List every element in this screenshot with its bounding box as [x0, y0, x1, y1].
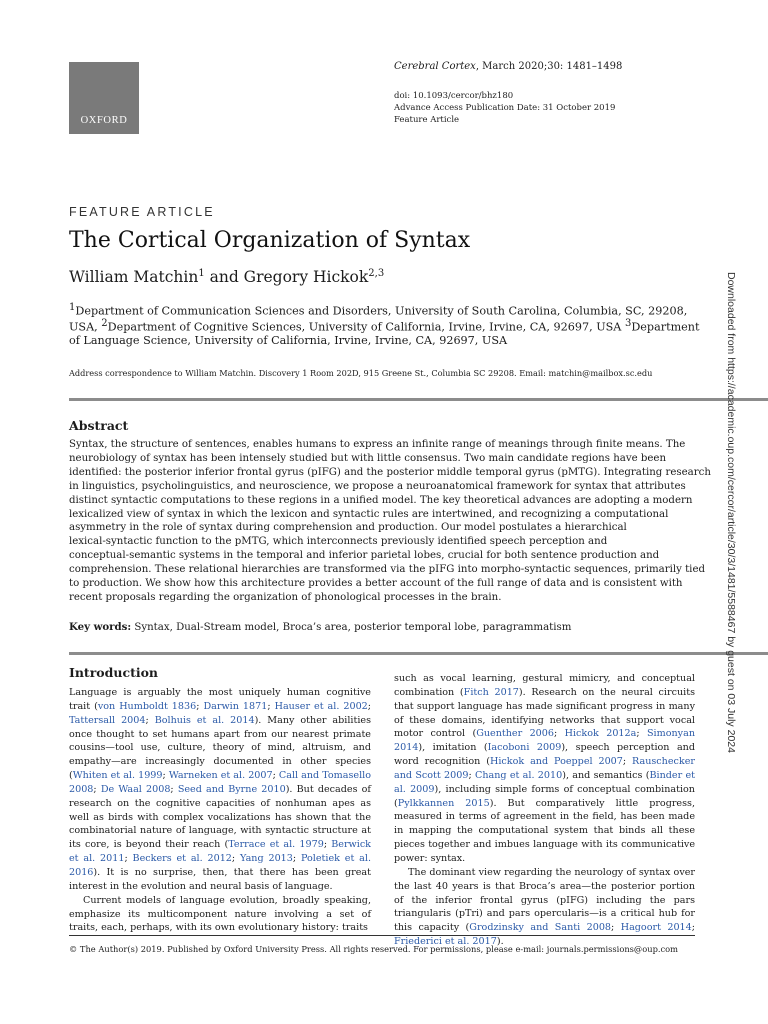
author-name[interactable]: and Gregory Hickok — [204, 268, 369, 287]
abstract-heading: Abstract — [69, 418, 129, 433]
abstract-line: comprehension. These relational hierarchies are transformed via the pIFG into morpho-syntactic sequences, primarily tied — [69, 564, 705, 576]
affiliation-line: of Language Science, University of California, Irvine, Irvine, CA, 92697, USA — [69, 334, 508, 347]
body-text: ; — [292, 853, 301, 865]
affiliation-text: Department of Cognitive Sciences, University of California, Irvine, Irvine, CA, 92697, USA — [107, 320, 625, 334]
body-text: ; — [272, 770, 279, 782]
abstract-line: Syntax, the structure of sentences, enables humans to express an infinite range of meanings through finite means. The — [69, 439, 686, 450]
keywords-text: Syntax, Dual-Stream model, Broca’s area, posterior temporal lobe, paragrammatism — [131, 622, 572, 633]
body-text: such as vocal learning, gestural mimicry, and conceptual combination ( — [394, 673, 695, 698]
publisher-logo — [69, 62, 139, 134]
citation-link[interactable]: Fitch 2017 — [463, 686, 519, 698]
author-name[interactable]: William Matchin — [69, 268, 199, 287]
abstract-line: conceptual-semantic systems in the temporal and inferior parietal lobes, crucial for both sentence production and — [69, 550, 660, 562]
body-text: ; — [691, 922, 695, 934]
article-kicker: FEATURE ARTICLE — [69, 205, 215, 219]
body-text: ), including simple forms of conceptual combination ( — [394, 783, 695, 809]
citation-link[interactable]: Guenther 2006 — [476, 728, 554, 740]
body-text: ). It is no surprise, then, that there has been great interest in the evolution and neural basis of language. — [69, 866, 371, 892]
body-text: ), imitation ( — [418, 742, 488, 754]
introduction-right-column — [394, 672, 695, 949]
body-text: ; — [622, 756, 633, 768]
journal-citation — [394, 61, 622, 72]
affiliation-text: Department — [631, 320, 700, 334]
body-text: ; — [93, 783, 101, 795]
citation-link[interactable]: Beckers et al. 2012 — [132, 853, 232, 865]
paragraph — [69, 686, 371, 894]
citation-link[interactable]: Darwin 1871 — [203, 700, 268, 712]
affiliation-marker: 2 — [101, 318, 108, 329]
citation-link[interactable]: Hauser et al. 2002 — [274, 700, 368, 712]
article-title: The Cortical Organization of Syntax — [69, 228, 471, 253]
keywords-label: Key words: — [69, 621, 132, 633]
citation-link[interactable]: Hickok and Poeppel 2007 — [489, 756, 623, 768]
citation-link[interactable]: Whiten et al. 1999 — [72, 770, 163, 782]
body-text: ; — [468, 769, 475, 781]
citation-link[interactable]: Simonyan 2014 — [394, 728, 695, 754]
body-text: ; — [554, 728, 565, 740]
introduction-heading: Introduction — [69, 665, 159, 680]
abstract-line: asymmetry in the role of syntax during comprehension and production. Our model postulates a hierarchical — [69, 522, 627, 534]
body-text: ; — [162, 770, 169, 782]
citation-link[interactable]: Warneken et al. 2007 — [168, 770, 273, 782]
journal-issue: , March 2020;30: 1481–1498 — [475, 61, 623, 72]
abstract-line: neurobiology of syntax has been intensely studied but with little consensus. Two main candidate regions have been — [69, 452, 667, 464]
body-text: ; — [323, 839, 332, 851]
doi-link[interactable]: doi: 10.1093/cercor/bhz180 — [394, 91, 514, 101]
advance-access-date: Advance Access Publication Date: 31 October 2019 — [394, 103, 616, 113]
copyright-notice: © The Author(s) 2019. Published by Oxford University Press. All rights reserved. For permissions, please e-mail: journals.permissions@oup.com — [69, 944, 679, 954]
citation-link[interactable]: Rauschecker and Scott 2009 — [394, 756, 695, 781]
introduction-left-column — [69, 686, 371, 935]
body-text: ; — [611, 922, 621, 934]
paragraph — [394, 866, 695, 949]
body-text: ). — [496, 936, 504, 948]
article-type: Feature Article — [394, 115, 460, 125]
body-text: ; — [231, 853, 240, 865]
download-watermark — [713, 272, 761, 752]
citation-link[interactable]: Berwick et al. 2011 — [69, 839, 371, 865]
publisher-logo-text: OXFORD — [80, 115, 128, 126]
affiliation-line — [69, 302, 687, 318]
citation-link[interactable]: Friederici et al. 2017 — [394, 936, 497, 948]
affiliation-text: USA, — [69, 320, 102, 334]
body-text: Current models of language evolution, broadly speaking, emphasize its multicomponent nature involving a set of traits, each, perhaps, with its own evolutionary history: traits — [69, 894, 371, 934]
abstract-line: lexicalized view of syntax in which the lexicon and syntactic rules are intertwined, and recognizing a computational — [69, 508, 669, 520]
footer-divider — [69, 935, 695, 936]
body-text: ). But decades of research on the cognitive capacities of nonhuman apes as well as birds with complex vocalizations has shown that the combinatorial nature of language, with syntactic structure at its core, is beyond their reach ( — [69, 783, 371, 851]
body-text: Language is arguably the most uniquely human cognitive trait ( — [69, 687, 371, 712]
affiliation-marker: 1 — [198, 268, 205, 279]
download-watermark-text: Downloaded from https://academic.oup.com/cercor/article/30/3/1481/5588467 by guest on 03 July 2024 — [725, 272, 737, 753]
citation-link[interactable]: von Humboldt 1836 — [97, 700, 197, 712]
abstract-line: in linguistics, psycholinguistics, and neuroscience, we propose a neuroanatomical framework for syntax that attributes — [69, 480, 686, 492]
section-divider — [69, 398, 768, 401]
affiliation-marker: 2,3 — [368, 268, 385, 279]
citation-link[interactable]: Grodzinsky and Santi 2008 — [469, 922, 612, 934]
citation-link[interactable]: Tattersall 2004 — [69, 714, 146, 726]
body-text: The dominant view regarding the neurology of syntax over the last 40 years is that Broca’s area—the posterior portion of the inferior frontal gyrus (pIFG) including the pars triangularis (pTri) and pars opercularis—is a critical hub for this capacity ( — [394, 866, 695, 934]
body-text: ; — [145, 714, 155, 726]
body-text: ; — [170, 783, 178, 795]
body-text: ; — [367, 700, 372, 712]
citation-link[interactable]: Bolhuis et al. 2014 — [154, 714, 255, 726]
abstract-line: lexical-syntactic function to the pMTG, which interconnects previously identified speech perception and — [69, 536, 608, 548]
affiliation-marker: 1 — [69, 302, 76, 313]
affiliation-line — [69, 318, 700, 334]
affiliation-text: Department of Communication Sciences and Disorders, University of South Carolina, Columbia, SC, 29208, — [75, 304, 688, 318]
body-text: ; — [196, 700, 204, 712]
section-divider — [69, 652, 768, 655]
paragraph — [69, 894, 371, 936]
abstract-line: identified: the posterior inferior frontal gyrus (pIFG) and the posterior middle temporal gyrus (pMTG). Integrating research — [69, 466, 711, 478]
citation-link[interactable]: Chang et al. 2010 — [475, 769, 563, 781]
citation-link[interactable]: Iacoboni 2009 — [487, 742, 562, 754]
body-text: ; — [636, 728, 647, 740]
citation-link[interactable]: Terrace et al. 1979 — [228, 839, 324, 851]
citation-link[interactable]: Call and Tomasello 2008 — [69, 770, 372, 795]
abstract-line: distinct syntactic computations to these regions in a unified model. The key theoretical advances are adopting a modern — [69, 494, 693, 506]
abstract-line: recent proposals regarding the organization of phonological processes in the brain. — [69, 591, 502, 603]
citation-link[interactable]: Hagoort 2014 — [620, 922, 692, 934]
abstract-line: to production. We show how this architecture provides a better account of the full range of data and is consistent with — [69, 578, 683, 589]
author-list — [69, 268, 384, 286]
body-text: ), speech perception and word recognition ( — [394, 742, 695, 768]
citation-link[interactable]: Hickok 2012a — [564, 728, 637, 740]
body-text: ), and semantics ( — [562, 769, 650, 781]
correspondence-address: Address correspondence to William Matchin. Discovery 1 Room 202D, 915 Greene St., Columbia SC 29208. Email: matchin@mailbox.sc.edu — [69, 368, 653, 378]
body-text: ; — [124, 853, 133, 865]
citation-link[interactable]: De Waal 2008 — [100, 783, 171, 795]
body-text: ). Many other abilities once thought to set humans apart from our nearest primate cousins—tool use, culture, theory of mind, altruism, and empathy—are increasingly documented in other species ( — [69, 714, 371, 782]
affiliation-marker: 3 — [624, 318, 632, 329]
keywords — [69, 621, 571, 633]
citation-link[interactable]: Yang 2013 — [240, 853, 293, 865]
paragraph — [394, 672, 695, 866]
citation-link[interactable]: Binder et al. 2009 — [394, 769, 695, 795]
body-text: ; — [267, 700, 275, 712]
citation-link[interactable]: Seed and Byrne 2010 — [177, 783, 286, 795]
citation-link[interactable]: Poletiek et al. 2016 — [69, 853, 371, 878]
body-text: ). Research on the neural circuits that support language has made significant progress in many of these domains, identifying networks that support vocal motor control ( — [394, 686, 695, 740]
body-text: ). But comparatively little progress, measured in terms of agreement in the field, has been made in mapping the computational system that binds all these pieces together and imbues language with its communicative power: syntax. — [394, 797, 695, 864]
journal-name: Cerebral Cortex — [394, 61, 476, 72]
citation-link[interactable]: Pylkkannen 2015 — [397, 797, 490, 809]
